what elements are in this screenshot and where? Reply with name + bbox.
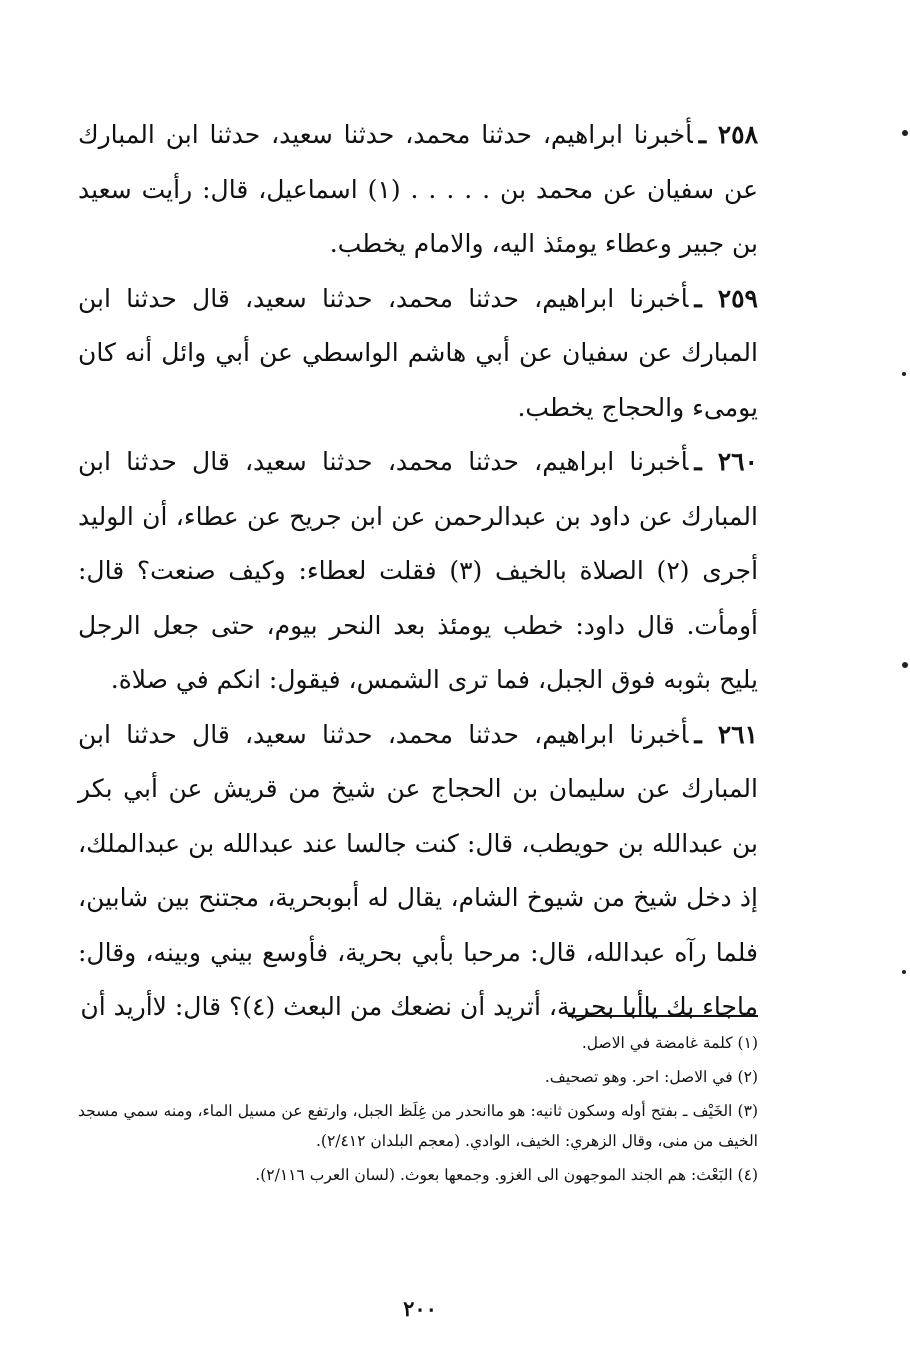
footnote-1: (١) كلمة غامضة في الاصل. (581, 1034, 758, 1052)
footnotes (78, 1028, 758, 1194)
page-number: ٢٠٠ (403, 1296, 437, 1321)
margin-mark (902, 662, 908, 668)
margin-mark (902, 970, 906, 974)
hadith-entry-259 (78, 272, 758, 436)
entry-number: ٢٥٩ ـ (694, 283, 758, 313)
entry-number: ٢٦١ ـ (694, 719, 758, 749)
entry-text: أخبرنا ابراهيم، حدثنا محمد، حدثنا سعيد، قال حدثنا ابن المبارك عن داود بن عبدالرحمن عن ابن جريح عن عطاء، أن الوليد أجرى (٢) الصلاة بالخيف (٣) فقلت لعطاء: وكيف صنعت؟ قال: أومأت. قال داود: خطب يومئذ بعد النحر بيوم، حتى جعل الرجل يليح بثوبه فوق الجبل، فما ترى الشمس، فيقول: انكم في صلاة. (78, 447, 759, 694)
entry-text: أخبرنا ابراهيم، حدثنا محمد، حدثنا سعيد، قال حدثنا ابن المبارك عن سفيان عن أبي هاشم الواسطي عن أبي وائل أنه كان يومىء والحجاج يخطب. (78, 283, 758, 422)
entry-text: أخبرنا ابراهيم، حدثنا محمد، حدثنا سعيد، حدثنا ابن المبارك عن سفيان عن محمد بن . . . . . (١) اسماعيل، قال: رأيت سعيد بن جبير وعطاء يومئذ اليه، والامام يخطب. (78, 120, 758, 258)
entry-number: ٢٥٨ ـ (698, 120, 759, 149)
main-text (78, 108, 758, 1035)
entry-number: ٢٦٠ ـ (694, 447, 758, 476)
margin-mark (902, 372, 906, 376)
margin-mark (902, 130, 908, 136)
footnote-4: (٤) البَعْث: هم الجند الموجهون الى الغزو. وجمعها بعوث. (لسان العرب ٢/١١٦). (255, 1166, 758, 1184)
hadith-entry-261 (78, 708, 758, 1035)
hadith-entry-258 (78, 108, 758, 272)
footnote-divider (568, 1015, 758, 1017)
entry-text: أخبرنا ابراهيم، حدثنا محمد، حدثنا سعيد، قال حدثنا ابن المبارك عن سليمان بن الحجاج عن شيخ من قريش عن أبي بكر بن عبدالله بن حويطب، قال: كنت جالسا عند عبدالله بن عبدالملك، إذ دخل شيخ من شيوخ الشام، يقال له أبوبحرية، مجتنح بين شابين، فلما رآه عبدالله، قال: مرحبا بأبي بحرية، فأوسع بيني وبينه، وقال: ماجاء بك ياأبا بحرية، أتريد أن نضعك من البعث (٤)؟ قال: لاأريد أن (78, 719, 758, 1021)
hadith-entry-260 (78, 435, 758, 708)
footnote-3: (٣) الخَيْف ـ بفتح أوله وسكون ثانيه: هو ماانحدر من غِلَظ الجبل، وارتفع عن مسيل الماء، ومنه سمي مسجد الخيف من منى، وقال الزهري: الخيف، الوادي. (معجم البلدان ٢/٤١٢). (78, 1102, 758, 1150)
footnote-2: (٢) في الاصل: احر. وهو تصحيف. (544, 1068, 758, 1086)
